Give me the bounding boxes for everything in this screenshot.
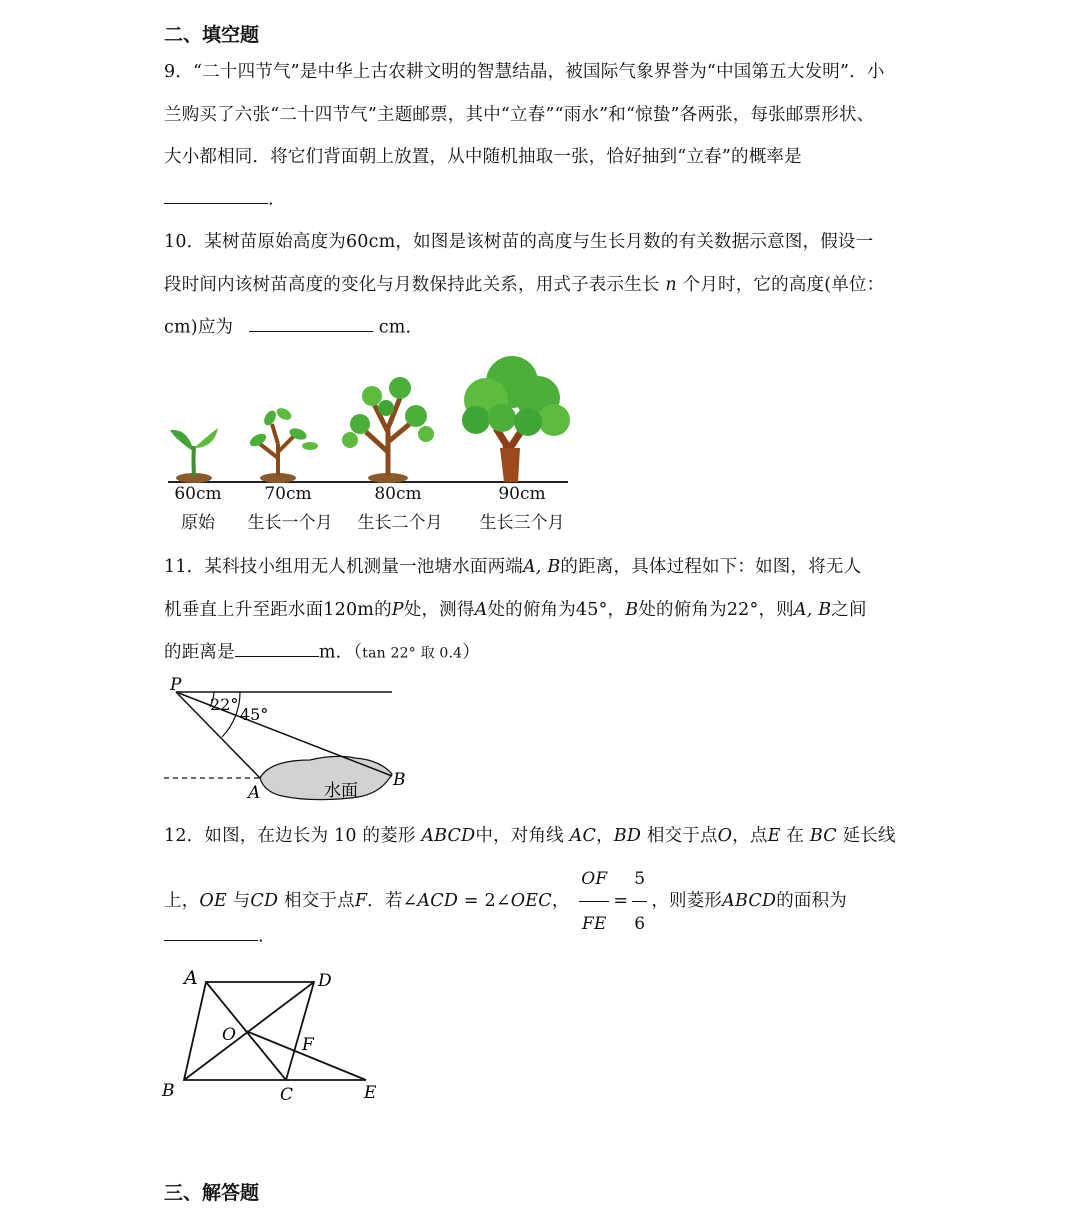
q12-line1: 12．如图，在边长为 10 的菱形 ABCD中，对角线 AC，BD 相交于点O，点E 在 BC 延长线: [164, 826, 896, 846]
q9-line2: 兰购买了六张“二十四节气”主题邮票，其中“立春”“雨水”和“惊蛰”各两张，每张邮票形状、: [164, 105, 875, 125]
tree1-height: 60cm: [174, 484, 222, 504]
tree3-height: 80cm: [374, 484, 422, 504]
water-surface-label: 水面: [324, 781, 358, 801]
point-B-label: B: [393, 770, 406, 790]
tree2-label: 生长一个月: [247, 513, 333, 533]
tree2-height: 70cm: [264, 484, 312, 504]
drone-figure: [160, 668, 420, 808]
point-O-label: O: [222, 1025, 236, 1045]
fraction-OF-FE: $\frac{OF}{FE}$: [579, 857, 609, 946]
point-A-label: A: [248, 783, 261, 803]
section-title-fill-in: 二、填空题: [164, 24, 260, 46]
q9-answer-line: .: [164, 185, 274, 209]
fraction-5-6: $\frac{5}{6}$: [632, 857, 647, 946]
q11-answer-blank[interactable]: [235, 638, 319, 657]
q9-line1: 9．“二十四节气”是中华上古农耕文明的智慧结晶，被国际气象界誉为“中国第五大发明”．小: [164, 62, 885, 82]
tree4-height: 90cm: [498, 484, 546, 504]
q12-line2: 上，OE 与CD 相交于点F．若∠ACD = 2∠OEC， $\frac{OF}{FE}$ = $\frac{5}{6}$ ，则菱形ABCD的面积为: [164, 857, 847, 946]
angle-22-label: 22°: [210, 695, 239, 714]
point-F-label: F: [302, 1035, 314, 1055]
point-C-label: C: [280, 1085, 294, 1105]
q10-line1: 10．某树苗原始高度为60cm，如图是该树苗的高度与生长月数的有关数据示意图，假设一: [164, 232, 874, 252]
tree4-label: 生长三个月: [479, 513, 565, 533]
tree-growth-figure: [160, 348, 580, 488]
tree-80cm-icon: [342, 377, 434, 483]
rhombus-figure: [158, 962, 388, 1108]
q11-line1: 11．某科技小组用无人机测量一池塘水面两端A, B的距离，具体过程如下：如图，将无人: [164, 557, 862, 577]
q9-answer-blank[interactable]: [164, 185, 268, 204]
point-D-label: D: [318, 971, 332, 991]
point-A-label: A: [184, 967, 198, 989]
tree-70cm-icon: [248, 406, 318, 483]
q11-line2: 机垂直上升至距水面120m的P处，测得A处的俯角为45°，B处的俯角为22°，则A, B之间: [164, 600, 867, 620]
section-title-solve: 三、解答题: [164, 1182, 260, 1204]
q12-answer-blank[interactable]: [164, 922, 258, 941]
q9-line3: 大小都相同．将它们背面朝上放置，从中随机抽取一张，恰好抽到“立春”的概率是: [164, 147, 802, 167]
q10-line3: cm)应为 cm．: [164, 313, 423, 338]
point-P-label: P: [170, 675, 182, 695]
angle-45-label: 45°: [240, 705, 269, 724]
point-E-label: E: [364, 1083, 377, 1103]
tree1-label: 原始: [181, 513, 215, 533]
tree-90cm-icon: [462, 356, 570, 482]
q10-line2: 段时间内该树苗高度的变化与月数保持此关系，用式子表示生长 n 个月时，它的高度(单位：: [164, 275, 885, 295]
q12-answer-line: .: [164, 922, 264, 946]
tree-60cm-icon: [170, 428, 218, 483]
tree3-label: 生长二个月: [357, 513, 443, 533]
point-B-label: B: [162, 1081, 175, 1101]
q11-line3: 的距离是 m．（tan 22° 取 0.4）: [164, 638, 480, 663]
q10-answer-blank[interactable]: [249, 313, 373, 332]
